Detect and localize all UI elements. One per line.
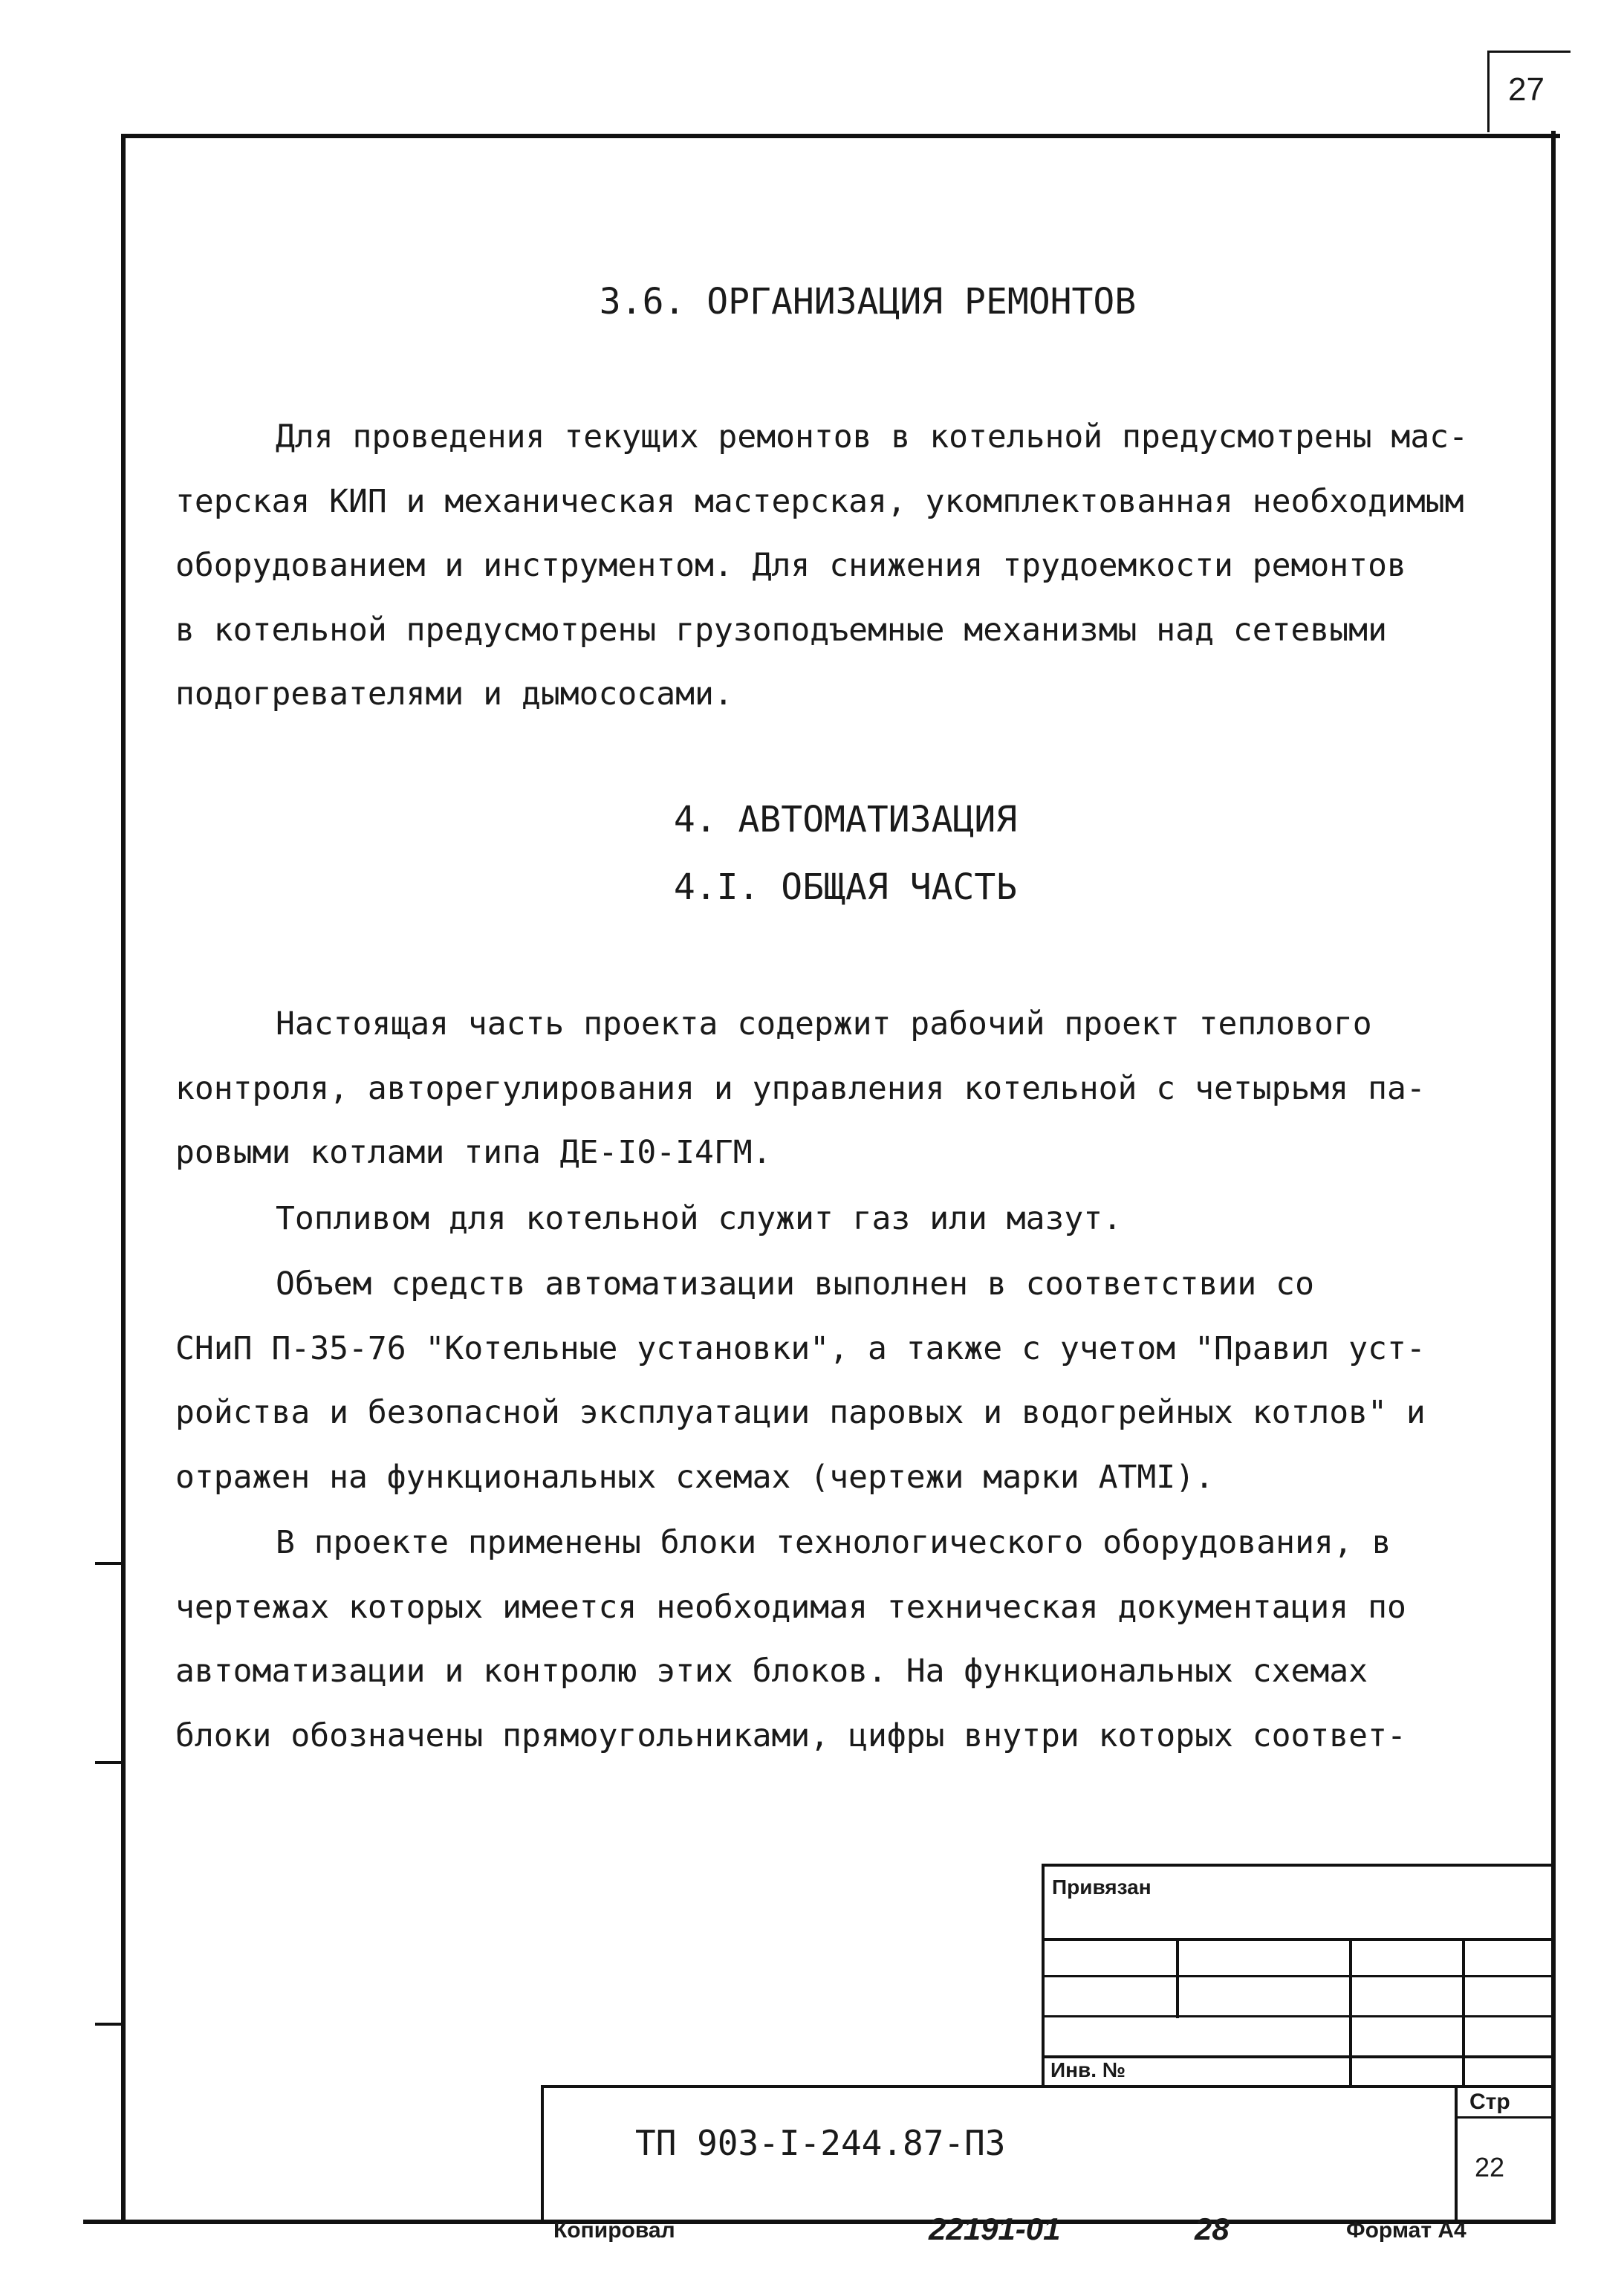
text-line: СНиП П-35-76 "Котельные установки", а также с учетом "Правил уст-	[175, 1329, 1426, 1367]
page-number-box-left	[1487, 51, 1490, 132]
stamp-line	[1455, 2085, 1458, 2222]
volume-paragraph	[175, 1252, 1426, 1509]
text-line: автоматизации и контролю этих блоков. На функциональных схемах	[175, 1653, 1368, 1690]
stamp-line	[541, 2085, 1554, 2088]
margin-tick	[95, 2023, 125, 2026]
section-3-6-heading: 3.6. ОРГАНИЗАЦИЯ РЕМОНТОВ	[599, 281, 1137, 322]
text-line: Для проведения текущих ремонтов в котельной предусмотрены мас-	[276, 418, 1469, 456]
text-line: ровыми котлами типа ДЕ-I0-I4ГМ.	[175, 1134, 772, 1171]
bound-label: Привязан	[1052, 1876, 1152, 1899]
text-line: контроля, авторегулирования и управления котельной с четырьмя па-	[175, 1069, 1426, 1107]
text-line: Настоящая часть проекта содержит рабочий проект теплового	[276, 1005, 1372, 1043]
text-line: В проекте применены блоки технологического оборудования, в	[276, 1524, 1391, 1561]
scope-paragraph	[175, 992, 1426, 1185]
sheet-index: 28	[1195, 2211, 1230, 2246]
frame-left	[121, 134, 126, 2224]
text-line: Топливом для котельной служит газ или мазут.	[276, 1200, 1123, 1237]
text-line: отражен на функциональных схемах (чертежи марки АТМI).	[175, 1458, 1214, 1496]
document-code: ТП 903-I-244.87-ПЗ	[635, 2123, 1006, 2163]
repairs-paragraph	[175, 405, 1468, 727]
stamp-line	[1042, 1864, 1554, 1867]
text-line: Объем средств автоматизации выполнен в соответствии со	[276, 1265, 1314, 1303]
stamp-line	[1042, 1975, 1554, 1977]
copied-label: Копировал	[553, 2218, 675, 2243]
section-4-heading: 4. АВТОМАТИЗАЦИЯ	[673, 799, 1018, 840]
text-line: чертежах которых имеется необходимая техническая документация по	[175, 1588, 1406, 1626]
stamp-line	[1042, 2015, 1554, 2017]
stamp-line	[1042, 1938, 1554, 1941]
text-line: в котельной предусмотрены грузоподъемные механизмы над сетевыми	[175, 611, 1387, 649]
text-line: оборудованием и инструментом. Для снижения трудоемкости ремонтов	[175, 547, 1406, 584]
stamp-line	[1462, 1938, 1465, 2087]
page-number: 27	[1508, 71, 1545, 108]
stamp-line	[1349, 1938, 1352, 2087]
stamp-line	[1176, 1938, 1179, 2018]
frame-bottom	[83, 2220, 1556, 2224]
blocks-paragraph	[175, 1511, 1406, 1768]
stamp-line	[541, 2085, 544, 2222]
text-line: блоки обозначены прямоугольниками, цифры внутри которых соответ-	[175, 1717, 1406, 1754]
text-line: подогревателями и дымососами.	[175, 675, 733, 713]
order-number: 22191-01	[929, 2211, 1061, 2246]
text-line: терская КИП и механическая мастерская, укомплектованная необходимым	[175, 482, 1464, 520]
page-number-box-top	[1487, 51, 1571, 53]
margin-tick	[95, 1562, 125, 1565]
text-line: ройства и безопасной эксплуатации паровых и водогрейных котлов" и	[175, 1394, 1426, 1431]
frame-top	[121, 134, 1560, 138]
frame-right	[1551, 131, 1556, 2224]
fuel-paragraph	[175, 1187, 1122, 1251]
inv-number-label: Инв. №	[1050, 2058, 1126, 2081]
format-label: Формат А4	[1346, 2218, 1467, 2243]
margin-tick	[95, 1761, 125, 1764]
sheet-label: Стр	[1469, 2090, 1510, 2114]
stamp-line	[1455, 2116, 1554, 2119]
section-4-1-heading: 4.I. ОБЩАЯ ЧАСТЬ	[673, 866, 1018, 908]
sheet-number: 22	[1475, 2152, 1505, 2182]
